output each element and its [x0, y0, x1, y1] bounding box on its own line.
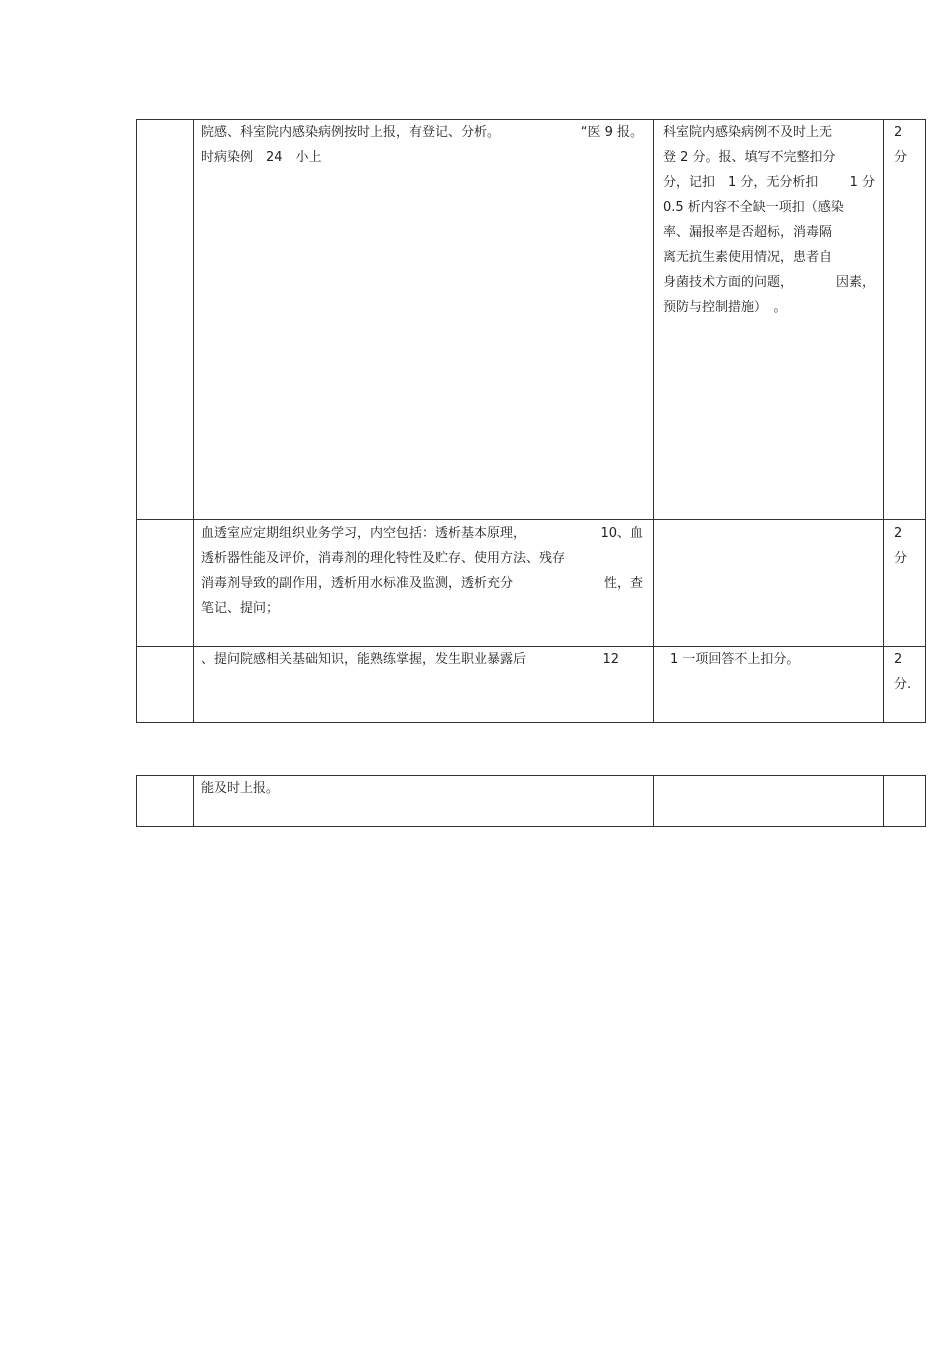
content-cell	[194, 776, 654, 827]
table-row	[137, 120, 926, 520]
score-value: 2	[894, 526, 903, 541]
deduction-line: 0.5 析内容不全缺一项扣（感染	[663, 200, 844, 215]
deduction-line: 离无抗生素使用情况，患者自	[663, 250, 833, 265]
score-cell	[884, 776, 926, 827]
deduction-cell	[654, 520, 884, 647]
content-line: 能及时上报。	[201, 781, 280, 796]
score-cell	[884, 647, 926, 723]
score-cell	[884, 120, 926, 520]
deduction-line: 科室院内感染病例不及时上无	[663, 125, 833, 140]
deduction-cell	[654, 120, 884, 520]
index-cell	[137, 120, 194, 520]
content-line: 时病染例 24 小上	[201, 150, 322, 165]
deduction-line: 1 一项回答不上扣分。	[670, 652, 800, 667]
score-value: 2	[894, 125, 903, 140]
score-unit: 分	[894, 150, 908, 165]
content-line: 血透室应定期组织业务学习，内空包括：透析基本原理， 10、血	[201, 526, 643, 541]
deduction-cell	[654, 647, 884, 723]
content-cell	[194, 120, 654, 520]
table-row	[137, 776, 926, 827]
table-row	[137, 520, 926, 647]
deduction-line: 预防与控制措施） 。	[663, 300, 787, 315]
index-cell	[137, 520, 194, 647]
content-line: 透析器性能及评价，消毒剂的理化特性及贮存、使用方法、残存	[201, 551, 566, 566]
table-row	[137, 647, 926, 723]
content-cell	[194, 520, 654, 647]
index-cell	[137, 647, 194, 723]
content-cell	[194, 647, 654, 723]
content-line: 消毒剂导致的副作用，透析用水标准及监测，透析充分 性，查	[201, 576, 643, 591]
content-line: 笔记、提问；	[201, 601, 280, 616]
content-line: 、提问院感相关基础知识，能熟练掌握，发生职业暴露后 12	[201, 652, 619, 667]
deduction-line: 身菌技术方面的问题， 因素，	[663, 275, 875, 290]
score-cell	[884, 520, 926, 647]
scoring-table-1	[136, 119, 926, 723]
index-cell	[137, 776, 194, 827]
scoring-table-2	[136, 775, 926, 827]
deduction-line: 率、漏报率是否超标，消毒隔	[663, 225, 833, 240]
content-line: 院感、科室院内感染病例按时上报，有登记、分析。 “医 9 报。	[201, 125, 643, 140]
score-unit: 分	[894, 551, 908, 566]
deduction-cell	[654, 776, 884, 827]
score-unit: 分.	[894, 677, 912, 692]
deduction-line: 分，记扣 1 分，无分析扣 1 分	[663, 175, 875, 190]
score-value: 2	[894, 652, 903, 667]
deduction-line: 登 2 分。报、填写不完整扣分	[663, 150, 836, 165]
